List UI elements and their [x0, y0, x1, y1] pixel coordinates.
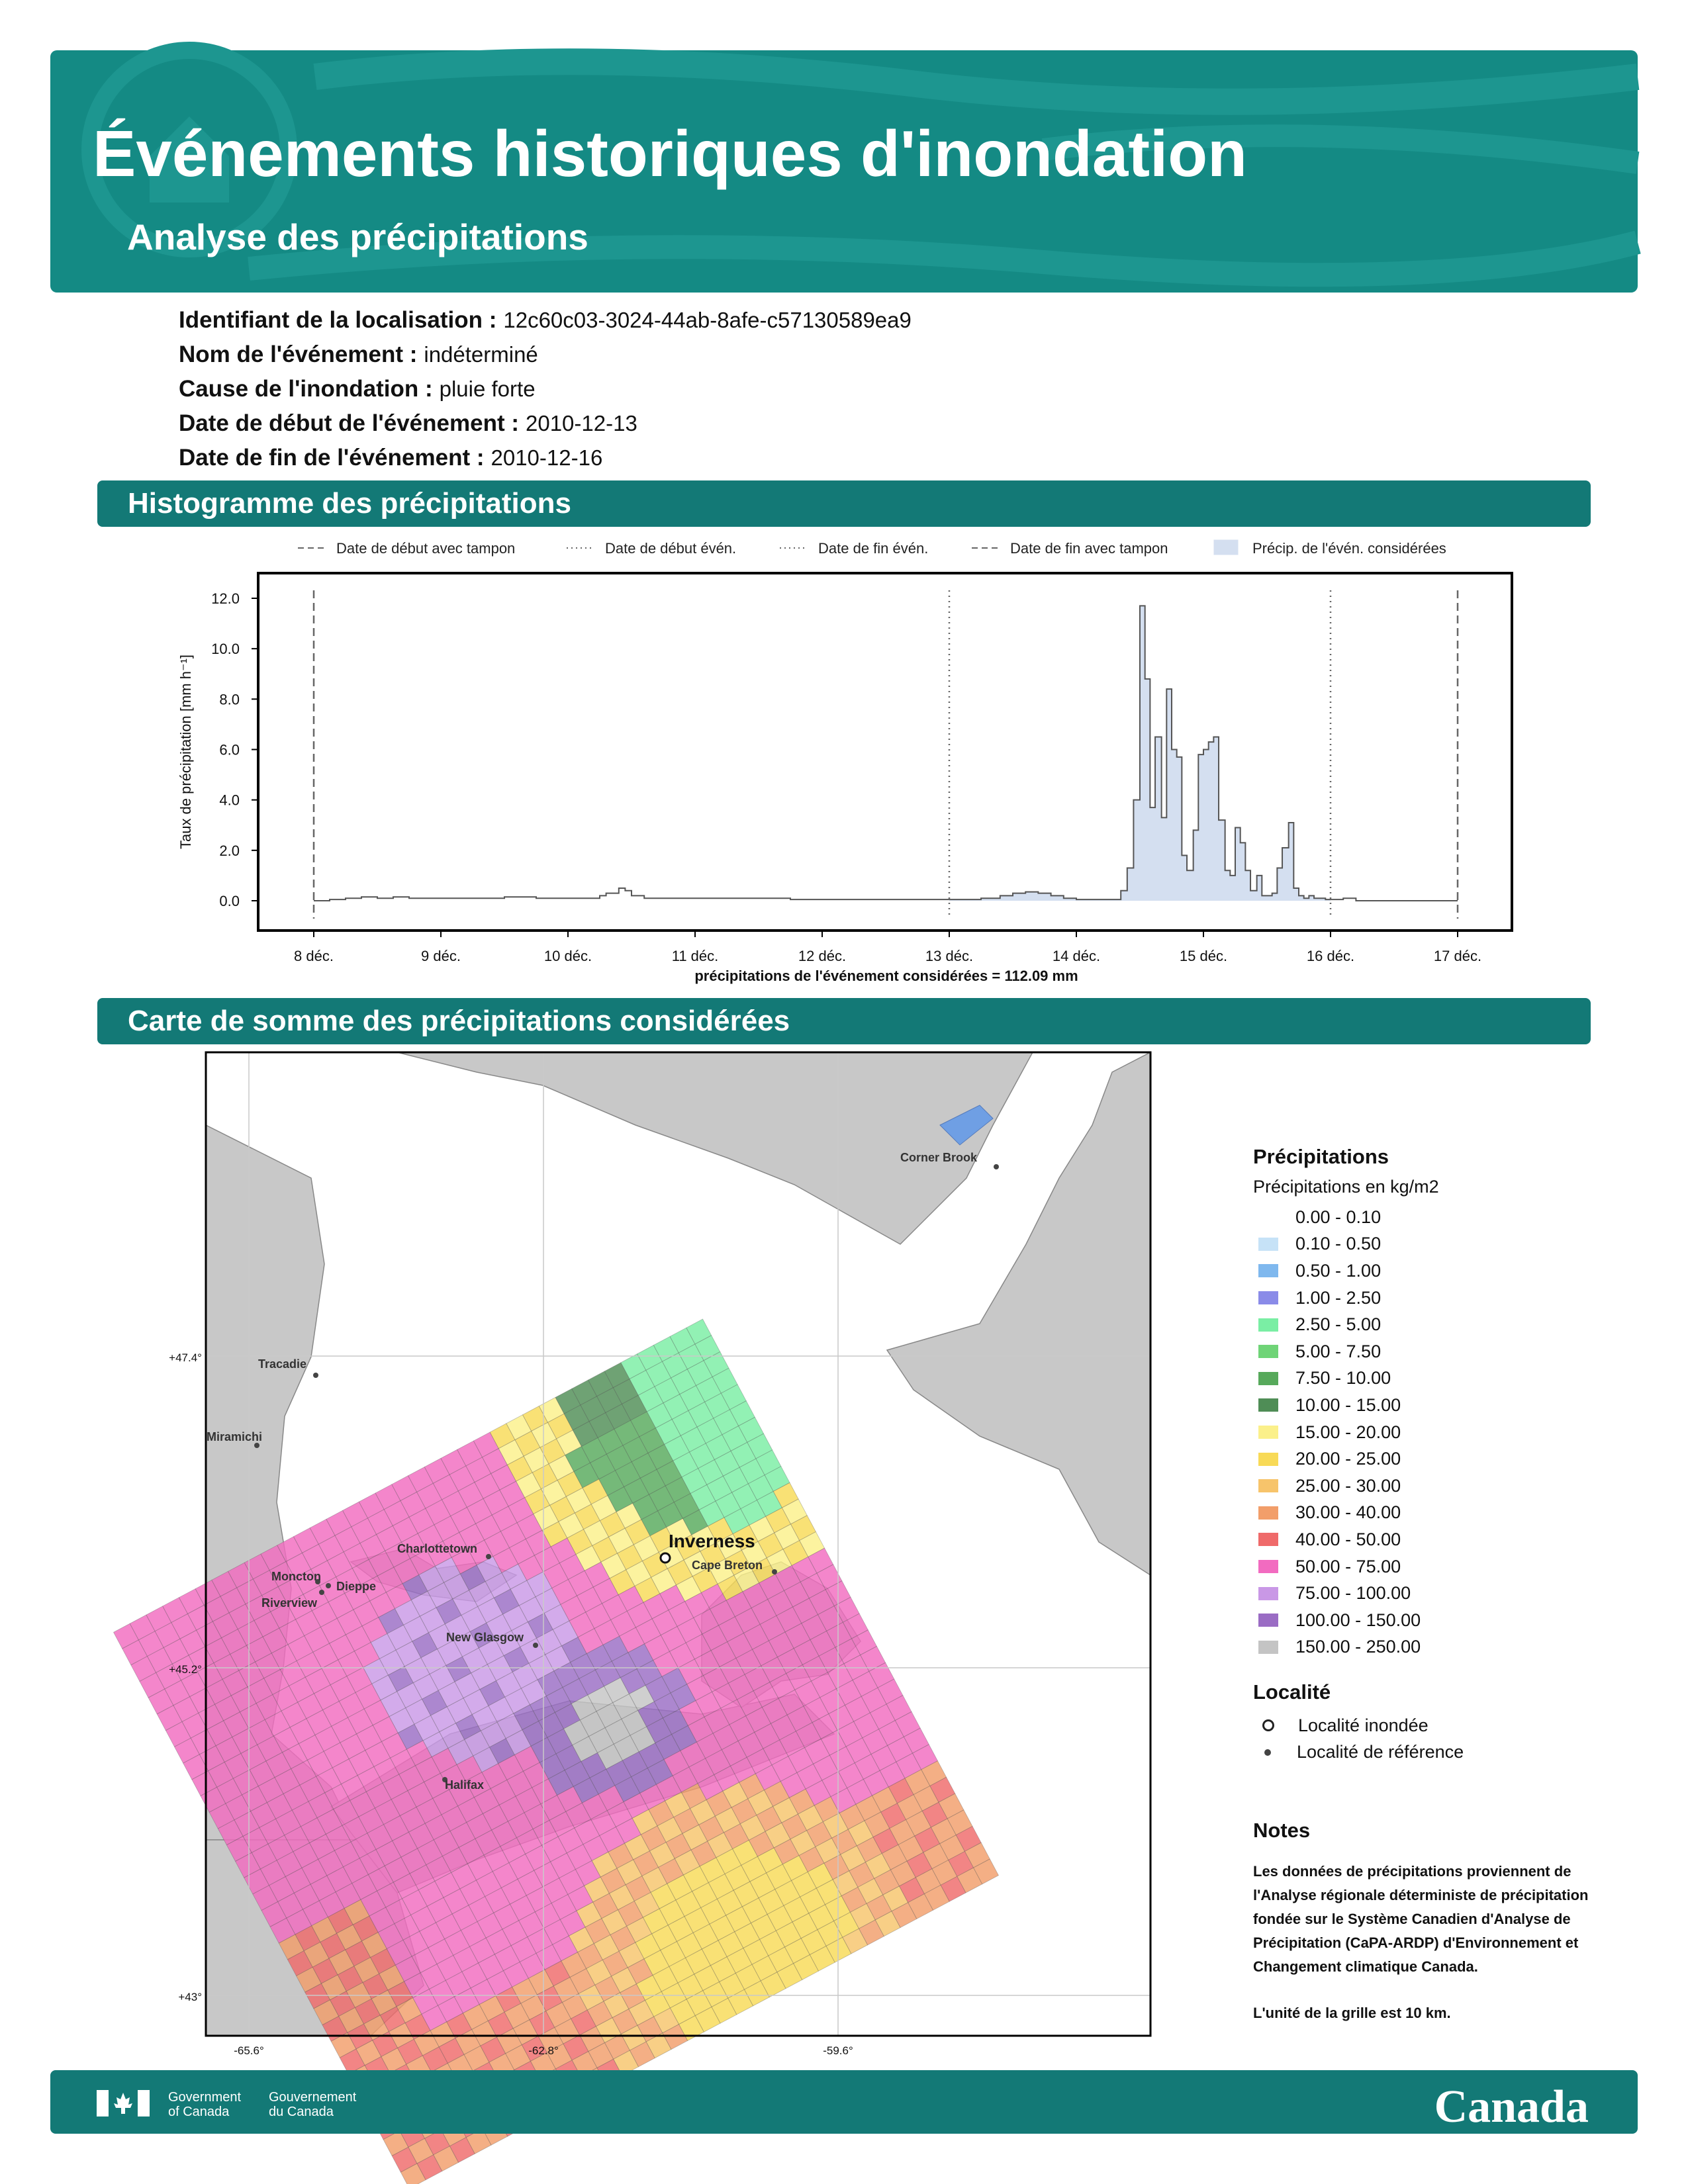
- legend-class-row: [1253, 1473, 1624, 1500]
- reference-locality-marker: [319, 1590, 324, 1595]
- place-label: Inverness: [669, 1531, 755, 1551]
- legend-class-label: 15.00 - 20.00: [1295, 1422, 1401, 1442]
- info-start-date: Date de début de l'événement : 2010-12-13: [179, 410, 637, 436]
- legend-fill-swatch: [1214, 540, 1238, 555]
- legend-class-row: [1253, 1392, 1624, 1419]
- legend-class-row: [1253, 1204, 1624, 1231]
- x-tick-label: 8 déc.: [294, 948, 334, 964]
- legend-item: [972, 540, 1168, 557]
- reference-locality-marker: [486, 1554, 491, 1559]
- reference-locality-marker: [994, 1164, 999, 1169]
- legend-class-label: 5.00 - 7.50: [1295, 1341, 1382, 1361]
- place-label: Corner Brook: [900, 1151, 978, 1164]
- x-tick-label: 16 déc.: [1306, 948, 1355, 964]
- section-histogram-header: Histogramme des précipitations: [97, 480, 1591, 527]
- notes-text: Les données de précipitations proviennent de l'Analyse régionale déterministe de précipitation fondée sur le Système Canadien d'Analyse de Précipitation (CaPA-ARDP) d'Environnement et Changement climatique Canada.: [1253, 1863, 1589, 1975]
- place-label: New Glasgow: [446, 1631, 524, 1644]
- reference-locality-marker: [254, 1443, 259, 1448]
- legend-class-row: [1253, 1580, 1624, 1607]
- legend-class-label: 2.50 - 5.00: [1295, 1314, 1382, 1335]
- notes-panel: [1253, 1819, 1611, 2025]
- legend-color-swatch: [1258, 1453, 1278, 1466]
- legend-color-swatch: [1258, 1587, 1278, 1600]
- legend-class-row: [1253, 1607, 1624, 1634]
- y-tick-label: 4.0: [219, 792, 240, 809]
- precipitation-map: [169, 1046, 1192, 2065]
- dot-icon: [1264, 1749, 1271, 1756]
- legend-class-row: [1253, 1285, 1624, 1312]
- longitude-label: -59.6°: [823, 2044, 853, 2057]
- flooded-locality-marker: [661, 1553, 670, 1563]
- info-location-id: Identifiant de la localisation : 12c60c03-3024-44ab-8afe-c57130589ea9: [179, 307, 912, 333]
- y-tick-label: 10.0: [211, 641, 240, 658]
- x-tick-label: 9 déc.: [421, 948, 461, 964]
- legend-item: [1214, 540, 1446, 557]
- page-title: Événements historiques d'inondation: [93, 117, 1247, 190]
- legend-class-label: 25.00 - 30.00: [1295, 1475, 1401, 1496]
- legend-class-row: [1253, 1231, 1624, 1258]
- map-place: [271, 1570, 321, 1584]
- latitude-label: +45.2°: [169, 1663, 202, 1676]
- legend-class-label: 40.00 - 50.00: [1295, 1529, 1401, 1549]
- legend-title: Précipitations: [1253, 1145, 1389, 1168]
- reference-locality-marker: [533, 1643, 538, 1648]
- plot-frame: [258, 573, 1512, 931]
- legend-color-swatch: [1258, 1398, 1278, 1412]
- legend-color-swatch: [1258, 1560, 1278, 1573]
- y-axis-label: Taux de précipitation [mm h⁻¹]: [177, 654, 194, 850]
- legend-class-row: [1253, 1500, 1624, 1527]
- legend-subtitle: Précipitations en kg/m2: [1253, 1177, 1439, 1197]
- legend-color-swatch: [1258, 1345, 1278, 1358]
- x-tick-label: 11 déc.: [671, 948, 719, 964]
- legend-class-label: 1.00 - 2.50: [1295, 1287, 1382, 1308]
- legend-color-swatch: [1258, 1372, 1278, 1385]
- legend-class-row: [1253, 1634, 1624, 1661]
- legend-class-label: 10.00 - 15.00: [1295, 1394, 1401, 1415]
- map-place: [442, 1777, 484, 1792]
- legend-color-swatch: [1258, 1426, 1278, 1439]
- legend-class-label: 30.00 - 40.00: [1295, 1502, 1401, 1523]
- legend-class-label: 150.00 - 250.00: [1295, 1637, 1421, 1657]
- footer-bar: [50, 2070, 1638, 2134]
- locality-title: Localité: [1253, 1680, 1331, 1704]
- legend-item: [567, 540, 736, 557]
- legend-class-row: [1253, 1526, 1624, 1553]
- longitude-label: -65.6°: [234, 2044, 264, 2057]
- info-end-date: Date de fin de l'événement : 2010-12-16: [179, 445, 603, 471]
- latitude-label: +47.4°: [169, 1351, 202, 1364]
- x-tick-label: 12 déc.: [798, 948, 847, 964]
- legend-color-swatch: [1258, 1641, 1278, 1654]
- reference-locality-marker: [772, 1569, 777, 1574]
- legend-label: Précip. de l'évén. considérées: [1252, 540, 1446, 557]
- place-label: Tracadie: [258, 1357, 307, 1371]
- legend-flooded-locality: Localité inondée: [1253, 1712, 1624, 1739]
- legend-label: Date de fin avec tampon: [1010, 540, 1168, 557]
- legend-class-row: [1253, 1419, 1624, 1446]
- legend-class-label: 7.50 - 10.00: [1295, 1368, 1391, 1388]
- legend-class-label: 0.10 - 0.50: [1295, 1234, 1382, 1254]
- section-map-header: Carte de somme des précipitations considérées: [97, 998, 1591, 1044]
- info-flood-cause: Cause de l'inondation : pluie forte: [179, 376, 536, 402]
- open-circle-icon: [1262, 1719, 1274, 1731]
- y-tick-label: 12.0: [211, 590, 240, 607]
- x-tick-label: 13 déc.: [925, 948, 974, 964]
- x-tick-label: 15 déc.: [1179, 948, 1228, 964]
- legend-item: [780, 540, 928, 557]
- legend-reference-locality: Localité de référence: [1253, 1739, 1624, 1766]
- legend-class-row: [1253, 1445, 1624, 1473]
- legend-class-label: 0.00 - 0.10: [1295, 1206, 1382, 1227]
- place-label: Miramichi: [207, 1430, 263, 1443]
- legend-color-swatch: [1258, 1318, 1278, 1332]
- place-label: Dieppe: [336, 1580, 377, 1593]
- legend-label: Date de fin évén.: [818, 540, 929, 557]
- gov-name-fr: Gouvernement du Canada: [269, 2090, 357, 2119]
- reference-locality-marker: [313, 1373, 318, 1378]
- legend-color-swatch: [1258, 1533, 1278, 1546]
- place-label: Charlottetown: [397, 1542, 477, 1555]
- legend-class-row: [1253, 1365, 1624, 1392]
- x-axis-label: précipitations de l'événement considérées = 112.09 mm: [694, 968, 1078, 984]
- place-label: Riverview: [261, 1596, 318, 1610]
- y-tick-label: 8.0: [219, 691, 240, 708]
- legend-class-label: 0.50 - 1.00: [1295, 1260, 1382, 1281]
- header-banner: [50, 50, 1638, 293]
- legend-color-swatch: [1258, 1614, 1278, 1627]
- longitude-label: -62.8°: [528, 2044, 559, 2057]
- legend-class-label: 100.00 - 150.00: [1295, 1610, 1421, 1630]
- x-tick-label: 17 déc.: [1433, 948, 1482, 964]
- legend-color-swatch: [1258, 1506, 1278, 1520]
- info-event-name: Nom de l'événement : indéterminé: [179, 341, 538, 367]
- gov-name-en: Government of Canada: [168, 2090, 242, 2119]
- reference-locality-marker: [326, 1583, 331, 1588]
- legend-class-row: [1253, 1338, 1624, 1365]
- legend-label: Date de début évén.: [605, 540, 737, 557]
- notes-title: Notes: [1253, 1819, 1311, 1842]
- precipitation-histogram: [0, 516, 1688, 1046]
- y-tick-label: 2.0: [219, 842, 240, 859]
- canada-wordmark: Canada: [1434, 2081, 1589, 2132]
- place-label: Moncton: [271, 1570, 321, 1583]
- place-label: Halifax: [445, 1778, 485, 1792]
- canada-flag-icon: [97, 2090, 150, 2116]
- latitude-label: +43°: [178, 1991, 202, 2003]
- legend-color-swatch: [1258, 1291, 1278, 1304]
- map-legend: [1253, 1145, 1624, 1766]
- y-tick-label: 6.0: [219, 741, 240, 758]
- page-subtitle: Analyse des précipitations: [127, 216, 588, 257]
- x-tick-label: 10 déc.: [543, 948, 592, 964]
- legend-class-label: 50.00 - 75.00: [1295, 1556, 1401, 1576]
- legend-class-label: 20.00 - 25.00: [1295, 1449, 1401, 1469]
- legend-color-swatch: [1258, 1210, 1278, 1224]
- legend-class-row: [1253, 1311, 1624, 1338]
- legend-class-label: 75.00 - 100.00: [1295, 1583, 1411, 1604]
- y-tick-label: 0.0: [219, 893, 240, 909]
- place-label: Cape Breton: [692, 1559, 763, 1572]
- legend-class-row: [1253, 1257, 1624, 1285]
- notes-grid-unit: L'unité de la grille est 10 km.: [1253, 2005, 1451, 2021]
- x-tick-label: 14 déc.: [1052, 948, 1101, 964]
- legend-label: Date de début avec tampon: [336, 540, 516, 557]
- legend-color-swatch: [1258, 1238, 1278, 1251]
- legend-class-row: [1253, 1553, 1624, 1580]
- event-info: [179, 303, 912, 475]
- legend-color-swatch: [1258, 1479, 1278, 1492]
- legend-color-swatch: [1258, 1264, 1278, 1277]
- legend-item: [298, 540, 515, 557]
